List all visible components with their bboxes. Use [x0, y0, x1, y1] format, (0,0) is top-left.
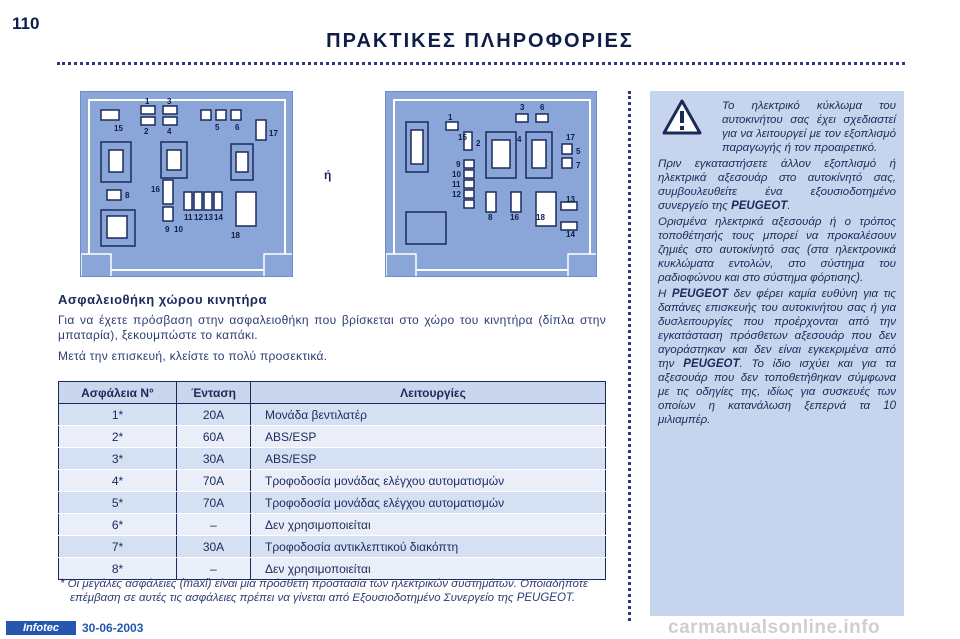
fuse-number: 8* [59, 558, 177, 580]
fusebox-diagram-2-drawing [386, 92, 597, 277]
fuse-label: 4 [167, 127, 172, 136]
footnote: * Οι μεγάλες ασφάλειες (maxi) είναι μια πρόσθετη προστασία των ηλεκτρικών συστημάτων. Οποιαδήποτε επέμβαση σε αυτές τις ασφάλειες πρέπει να γίνεται από Εξουσιοδοτημένο Συνεργείο της PEUGEOT. [60, 578, 589, 604]
intro-paragraph-1: Για να έχετε πρόσβαση στην ασφαλειοθήκη που βρίσκεται στο χώρο του κινητήρα (δίπλα στην μπαταρία), ξεκουμπώστε το καπάκι. [58, 313, 606, 342]
warning-paragraph-3 [658, 287, 896, 427]
fuse-amperage: – [177, 558, 251, 580]
table-row [59, 426, 606, 448]
fuse-label: 6 [540, 103, 545, 112]
footer-date: 30-06-2003 [82, 621, 144, 635]
table-row [59, 536, 606, 558]
watermark: carmanualsonline.info [668, 617, 881, 638]
fuse-label: 4 [517, 135, 522, 144]
fuse-label: 10 [174, 225, 183, 234]
fuse-label: 8 [488, 213, 493, 222]
warning-p3-b: δεν φέρει καμία ευθύνη για τις δαπάνες επισκευής του αυτοκινήτου σας ή για δυσλειτουργίες που προέρχονται από την εγκατάσταση πρόσθετων αξεσουάρ που δεν αγοράστηκαν και δεν είναι εγκεκριμένα από την [658, 288, 897, 370]
header-amperage: Ένταση [177, 382, 251, 404]
fuse-label: 16 [510, 213, 519, 222]
warning-p3-c: . Το ίδιο ισχύει και για τα αξεσουάρ που δεν τοποθετήθηκαν σύμφωνα με τις οδηγίες της, ιδίως για συσκευές των οποίων η κατανάλωση ξεπερνά τα 10 μιλιαμπέρ. [658, 358, 896, 426]
table-row [59, 448, 606, 470]
brand-name: PEUGEOT [671, 288, 729, 300]
table-row [59, 404, 606, 426]
fuse-label: 18 [231, 231, 240, 240]
warning-paragraph-1: Πριν εγκαταστήσετε άλλον εξοπλισμό ή ηλεκτρικά αξεσουάρ στο αυτοκίνητό σας, συμβουλευθείτε ένα εξουσιοδοτημένο συνεργείο της PEUGEOT. [658, 158, 896, 212]
fuse-label: 18 [536, 213, 545, 222]
brand-name: PEUGEOT [683, 358, 740, 370]
fuse-label: 11 [184, 213, 193, 222]
fuse-label: 2 [144, 127, 149, 136]
fuse-amperage: 30A [177, 448, 251, 470]
section-heading: Ασφαλειοθήκη χώρου κινητήρα [58, 292, 267, 307]
fuse-label: 7 [576, 161, 581, 170]
header-fuse-number: Ασφάλεια N° [59, 382, 177, 404]
header-functions: Λειτουργίες [251, 382, 606, 404]
infotec-logo: Infotec [6, 621, 76, 635]
fuse-number: 3* [59, 448, 177, 470]
fuse-function: Τροφοδοσία μονάδας ελέγχου αυτοματισμών [251, 470, 606, 492]
fuse-label: 11 [452, 180, 461, 189]
fuse-label: 17 [269, 129, 278, 138]
fuse-amperage: 30A [177, 536, 251, 558]
fuse-amperage: – [177, 514, 251, 536]
fuse-label: 12 [194, 213, 203, 222]
warning-p3-a: Η [658, 288, 667, 300]
fuse-function: Μονάδα βεντιλατέρ [251, 404, 606, 426]
fuse-number: 1* [59, 404, 177, 426]
fuse-number: 7* [59, 536, 177, 558]
fuse-function: Δεν χρησιμοποιείται [251, 558, 606, 580]
fuse-label: 5 [576, 147, 581, 156]
fuse-label: 3 [520, 103, 525, 112]
fuse-function: Τροφοδοσία αντικλεπτικού διακόπτη [251, 536, 606, 558]
fuse-label: 8 [125, 191, 130, 200]
fuse-label: 6 [235, 123, 240, 132]
fuse-label: 14 [566, 230, 575, 239]
fuse-label: 9 [456, 160, 461, 169]
warning-lead: Το ηλεκτρικό κύκλωμα του αυτοκινήτου σας έχει σχεδιαστεί για να λειτουργεί με τον εξοπλισμό παραγωγής ή τον προαιρετικό. [722, 100, 896, 154]
fuse-function: Δεν χρησιμοποιείται [251, 514, 606, 536]
or-separator: ή [324, 168, 332, 182]
fuse-number: 2* [59, 426, 177, 448]
fuse-label: 3 [167, 97, 172, 106]
page-title: ΠΡΑΚΤΙΚΕΣ ΠΛΗΡΟΦΟΡΙΕΣ [326, 30, 634, 52]
fuse-label: 15 [458, 133, 467, 142]
fuse-label: 12 [452, 190, 461, 199]
fuse-label: 16 [151, 185, 160, 194]
table-row [59, 514, 606, 536]
brand-name: PEUGEOT [731, 200, 788, 212]
warning-triangle-icon [662, 99, 702, 135]
fuse-function: Τροφοδοσία μονάδας ελέγχου αυτοματισμών [251, 492, 606, 514]
fuse-label: 10 [452, 170, 461, 179]
fuse-label: 2 [476, 139, 481, 148]
intro-paragraph-2: Μετά την επισκευή, κλείστε το πολύ προσεκτικά. [58, 349, 328, 363]
fuse-label: 13 [566, 195, 575, 204]
fuse-number: 6* [59, 514, 177, 536]
fuse-amperage: 20A [177, 404, 251, 426]
fuse-label: 1 [448, 113, 453, 122]
table-row [59, 492, 606, 514]
warning-paragraph-2: Ορισμένα ηλεκτρικά αξεσουάρ ή ο τρόπος τοποθέτησής τους μπορεί να προκαλέσουν ζημιές στο αυτοκίνητό σας (στα ηλεκτρονικά κυκλώματα εντολών, στο σύστημα του ραδιοφώνου και στο σύστημα φόρτισης). [658, 216, 896, 284]
page-number: 110 [12, 14, 40, 33]
intro-text [58, 313, 606, 370]
fusebox-diagram-2 [385, 91, 597, 277]
warning-box [650, 91, 904, 616]
fuse-number: 4* [59, 470, 177, 492]
fuse-amperage: 60A [177, 426, 251, 448]
warning-p1-text: Πριν εγκαταστήσετε άλλον εξοπλισμό ή ηλεκτρικά αξεσουάρ στο αυτοκίνητό σας, συμβουλευθείτε ένα εξουσιοδοτημένο συνεργείο της [658, 158, 896, 212]
fuse-amperage: 70A [177, 492, 251, 514]
column-divider [628, 91, 631, 621]
fusebox-diagram-1-drawing [81, 92, 293, 277]
fuse-label: 15 [114, 124, 123, 133]
fusebox-diagram-1 [80, 91, 293, 277]
fuse-table-header [59, 382, 606, 404]
fuse-label: 5 [215, 123, 220, 132]
fuse-label: 1 [145, 97, 150, 106]
fuse-number: 5* [59, 492, 177, 514]
fuse-table [58, 381, 606, 580]
fuse-label: 9 [165, 225, 170, 234]
title-divider [57, 62, 905, 65]
fuse-amperage: 70A [177, 470, 251, 492]
fuse-label: 17 [566, 133, 575, 142]
fuse-label: 13 [204, 213, 213, 222]
table-row [59, 470, 606, 492]
fuse-label: 14 [214, 213, 223, 222]
fuse-function: ABS/ESP [251, 448, 606, 470]
fuse-function: ABS/ESP [251, 426, 606, 448]
